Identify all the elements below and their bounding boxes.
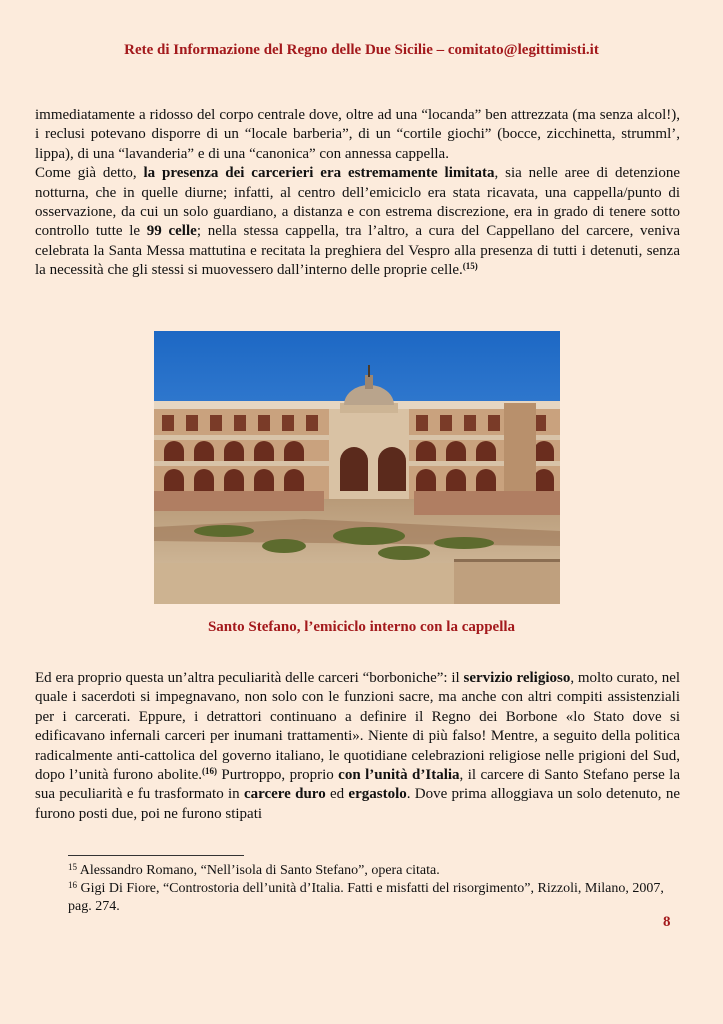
bold-text: con l’unità d’Italia	[338, 767, 460, 784]
figure-caption: Santo Stefano, l’emiciclo interno con la cappella	[207, 619, 516, 635]
bold-text: ergastolo	[348, 786, 407, 803]
footnote-15: $^{15}$ Alessandro Romano, “Nell’isola di Santo Stefano”, opera citata.	[68, 862, 440, 878]
paragraph-3: Ed era proprio questa un’altra peculiarità delle carceri “borboniche”: il servizio religioso, molto curato, nel quale i sacerdoti si impegnavano, non solo con le funzioni sacre, ma anche con altri compiti assistenziali per i carcerati. Eppure, i detrattori continuano a definire il Regno dei Borbone «lo Stato dove si edificavano infernali carceri per inumani trattamenti». Niente di più falso! Mentre, a seguito della politica radicalmente anti-cattolica del governo italiano, le quotidiane celebrazioni religiose nelle prigioni del Sud, dopo l’unità furono abolite.$^{(16)}$ Purtroppo, proprio con l’unità d’Italia, il carcere di Santo Stefano perse la sua peculiarità e fu trasformato in carcere duro ed ergastolo. Dove prima alloggiava un solo detenuto, ne furono posti due, poi ne furono stipati	[35, 670, 681, 822]
footnote-16: $^{16}$ Gigi Di Fiore, “Controstoria dell’unità d’Italia. Fatti e misfatti del risorgimento”, Rizzoli, Milano, 2007, pag. 274.	[68, 880, 664, 914]
prison-photo	[154, 331, 560, 604]
footnote-ref: (15)	[462, 261, 478, 272]
bold-text: servizio religioso	[463, 670, 571, 686]
bold-text: la presenza dei carcerieri era estremamente limitata	[143, 165, 495, 182]
footnote-number: 15	[68, 862, 77, 872]
footnote-divider	[68, 855, 244, 856]
bold-text: 99 celle	[146, 223, 197, 240]
bold-text: carcere duro	[243, 786, 326, 803]
page-header: Rete di Informazione del Regno delle Due Sicilie – comitato@legittimisti.it	[124, 42, 599, 58]
body-text-bottom	[35, 669, 680, 824]
paragraph-1: immediatamente a ridosso del corpo centrale dove, oltre ad una “locanda” ben attrezzata (ma senza alcol!), i reclusi potevano disporre di un “locale barberia”, di un “cortile giochi” (bocce, zicchinetta, strumml’, lippa), di una “lavanderia” e di una “canonica” con annessa cappella.	[35, 107, 680, 162]
footnote-ref: (16)	[201, 766, 217, 777]
footnotes	[68, 862, 680, 916]
body-text-top	[35, 106, 680, 281]
page-number: 8	[663, 914, 671, 930]
footnote-number: 16	[68, 880, 77, 890]
paragraph-2: Come già detto, la presenza dei carcerieri era estremamente limitata, sia nelle aree di detenzione notturna, che in quelle diurne; infatti, al centro dell’emiciclo era stata ricavata, una cappella/punto di osservazione, da cui un solo guardiano, a distanza e con estrema discrezione, era in grado di tenere sotto controllo tutte le 99 celle; nella stessa cappella, tra l’altro, a cura del Cappellano del carcere, veniva celebrata la Santa Messa mattutina e recitata la preghiera del Vespro alla presenza di tutti i detenuti, senza la necessità che gli stessi si muovessero dall’interno delle proprie celle.$^{(15)}$	[35, 165, 681, 279]
